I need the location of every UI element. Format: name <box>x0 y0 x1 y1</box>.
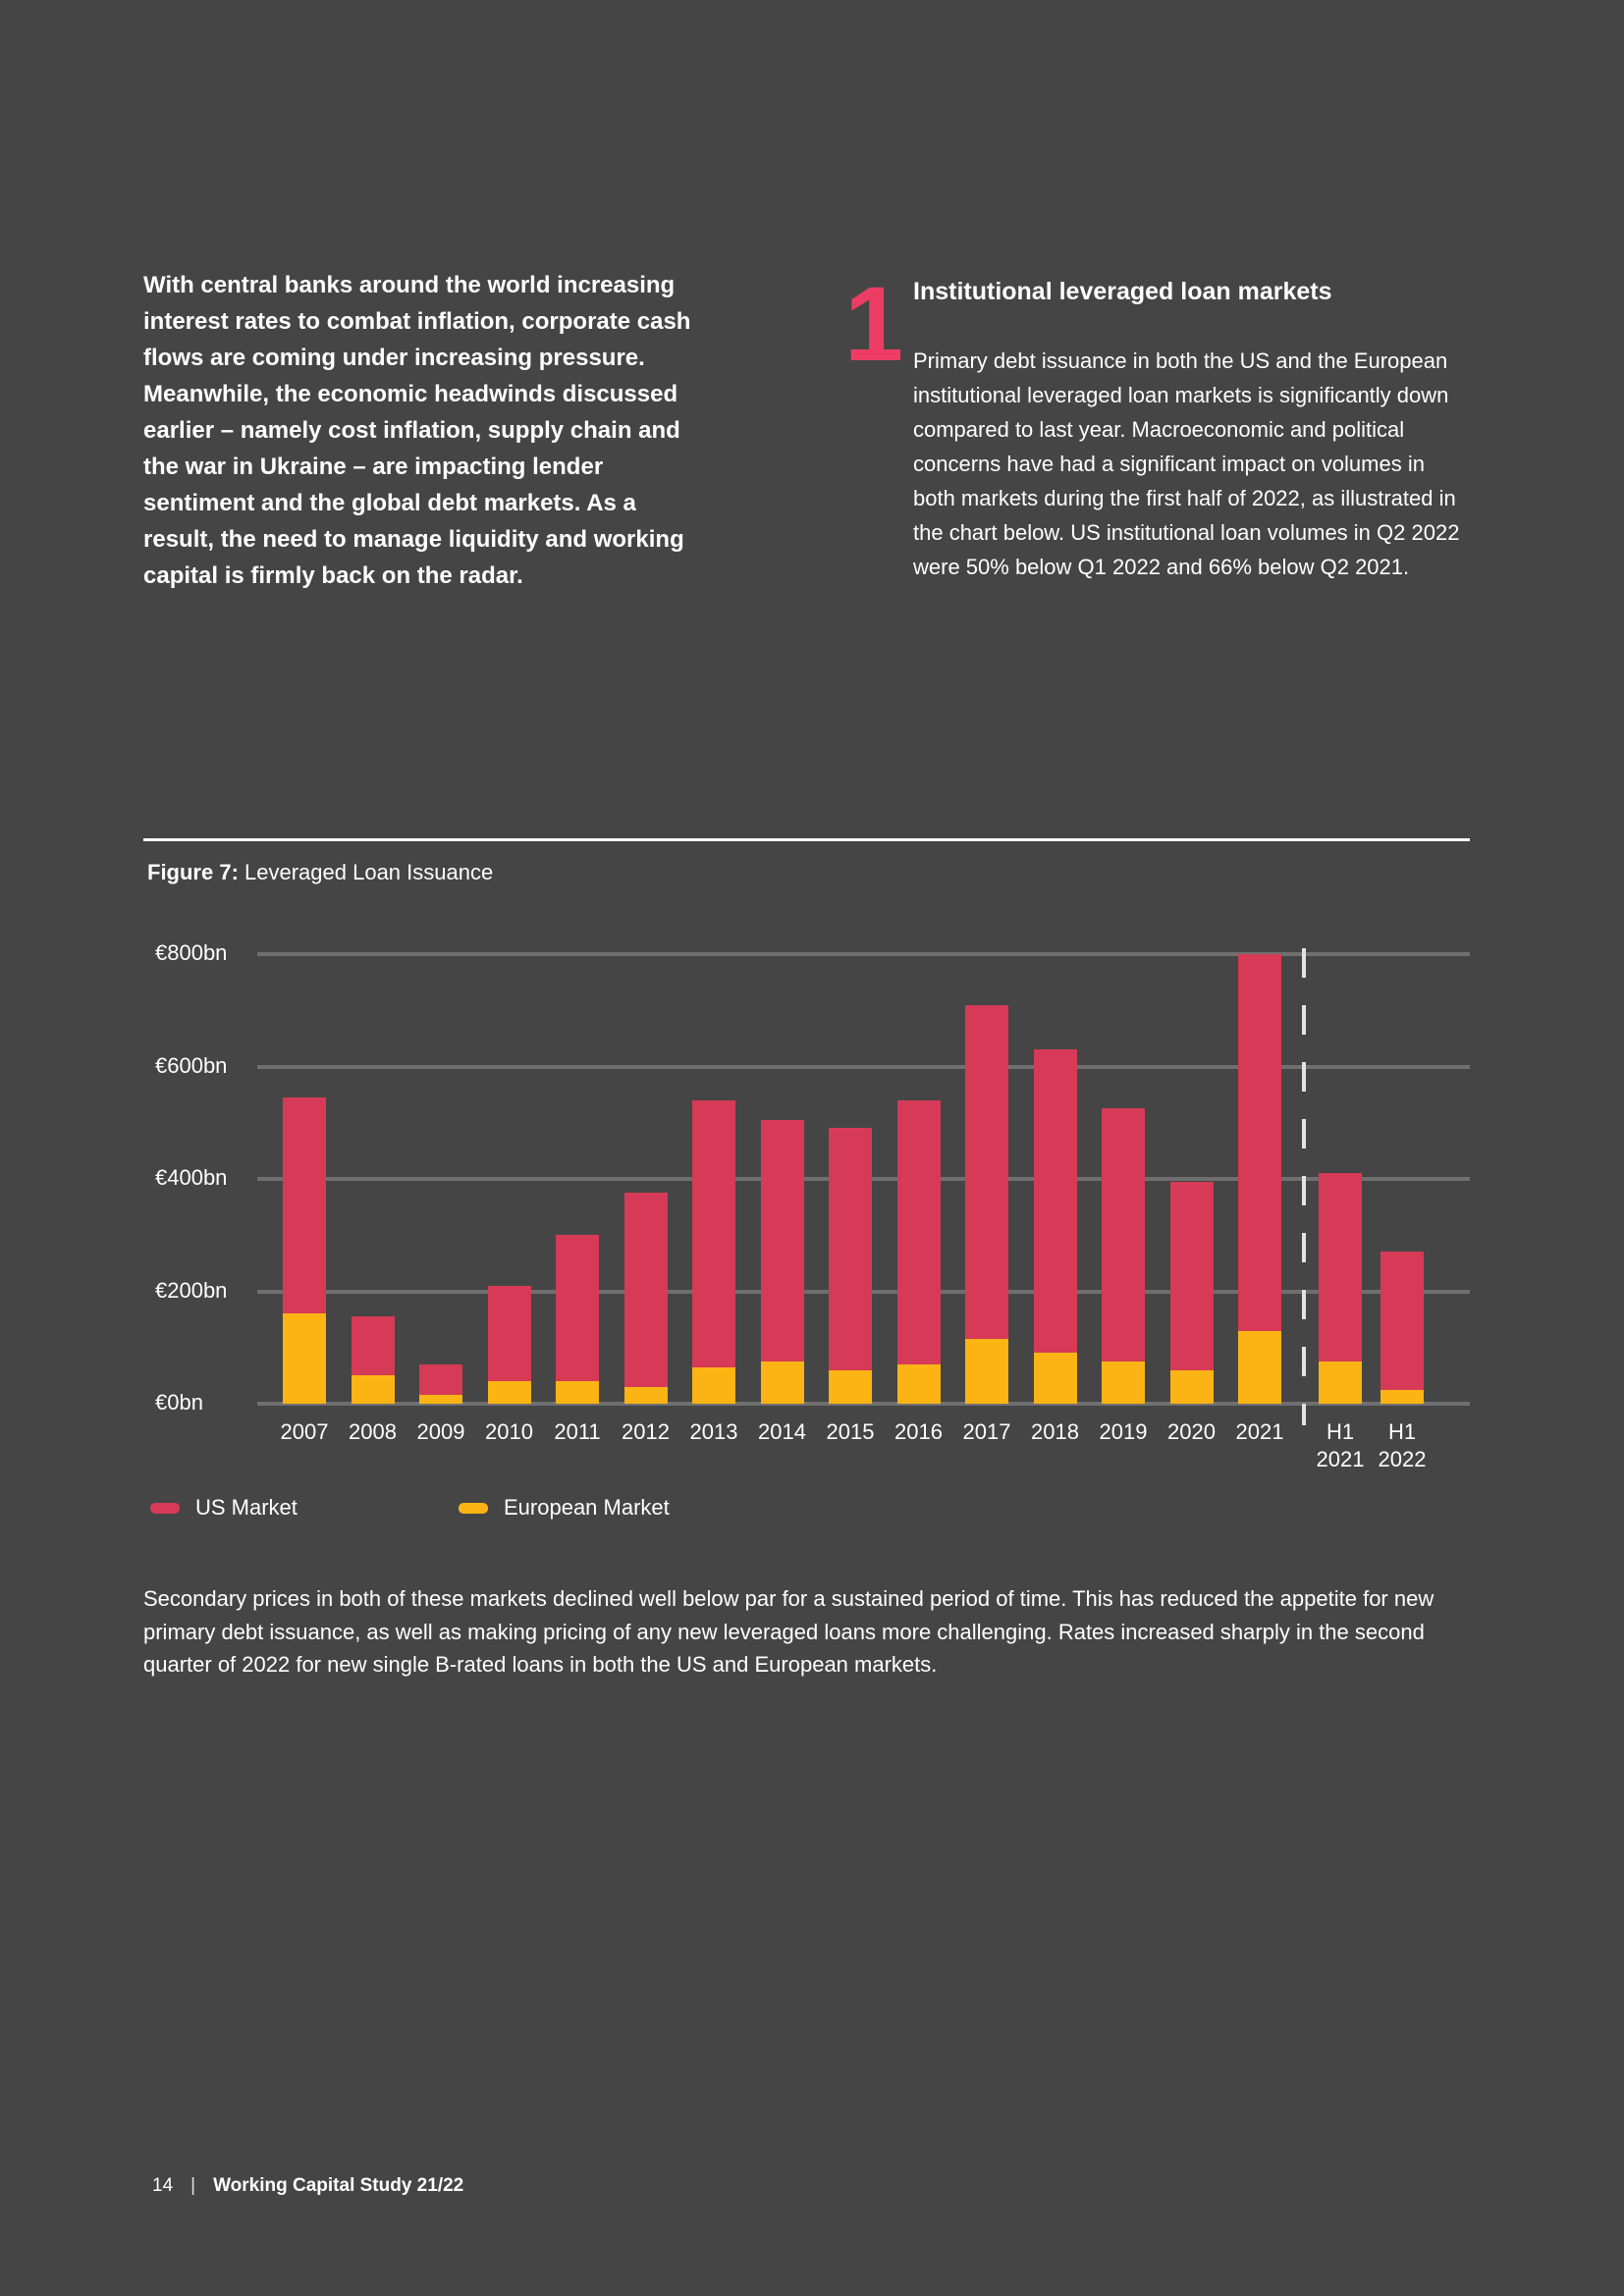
footer-separator: | <box>190 2175 196 2196</box>
bar-segment-us-2021 <box>1238 954 1281 1331</box>
x-axis-label-2007: 2007 <box>280 1419 329 1444</box>
bar-segment-european-H1 2022 <box>1380 1390 1424 1404</box>
legend-label-us-market: US Market <box>195 1495 298 1520</box>
bar-segment-us-2017 <box>965 1005 1008 1340</box>
section-heading: Institutional leveraged loan markets <box>913 278 1332 305</box>
european-market-swatch <box>459 1503 488 1514</box>
bar-segment-european-2009 <box>419 1395 462 1404</box>
gridline-600 <box>257 1065 1470 1069</box>
bar-segment-european-2008 <box>352 1375 395 1404</box>
x-axis-label-2013: 2013 <box>689 1419 738 1444</box>
y-axis-label-600: €600bn <box>155 1052 228 1078</box>
bar-segment-european-H1 2021 <box>1319 1362 1362 1404</box>
x-axis-label-2012: 2012 <box>622 1419 670 1444</box>
bar-segment-us-H1 2021 <box>1319 1173 1362 1362</box>
bar-2014 <box>761 1120 804 1404</box>
bar-H1 2022 <box>1380 1252 1424 1404</box>
h1-period-separator <box>1302 948 1306 1425</box>
x-axis-label-2016: 2016 <box>894 1419 943 1444</box>
bar-segment-european-2019 <box>1102 1362 1145 1404</box>
bar-segment-european-2017 <box>965 1339 1008 1404</box>
y-axis-label-200: €200bn <box>155 1277 228 1303</box>
bar-segment-european-2013 <box>692 1367 735 1404</box>
y-axis-label-0: €0bn <box>155 1390 203 1415</box>
bar-2008 <box>352 1316 395 1404</box>
bar-segment-european-2015 <box>829 1370 872 1404</box>
bar-2018 <box>1034 1049 1077 1404</box>
bar-2013 <box>692 1100 735 1404</box>
x-axis-label-2017: 2017 <box>962 1419 1011 1444</box>
bar-segment-us-2020 <box>1170 1182 1214 1370</box>
figure-title: Leveraged Loan Issuance <box>238 860 494 884</box>
legend-item-european-market <box>459 1495 670 1521</box>
bar-2007 <box>283 1097 326 1404</box>
bar-segment-us-2016 <box>897 1100 941 1364</box>
bar-segment-us-2010 <box>488 1286 531 1381</box>
figure-label: Figure 7: <box>147 860 239 884</box>
bar-segment-european-2011 <box>556 1381 599 1404</box>
x-axis-label-2010: 2010 <box>485 1419 533 1444</box>
bar-2011 <box>556 1235 599 1404</box>
bar-2017 <box>965 1005 1008 1404</box>
x-axis-label-2008: 2008 <box>349 1419 397 1444</box>
x-axis-label-2015: 2015 <box>826 1419 875 1444</box>
intro-paragraph: With central banks around the world increasing interest rates to combat inflation, corporate cash flows are coming under increasing pressure. Meanwhile, the economic headwinds discussed earlier – namely cost inflation, supply chain and the war in Ukraine – are impacting lender sentiment and the global debt markets. As a result, the need to manage liquidity and working capital is firmly back on the radar. <box>143 272 691 589</box>
bar-segment-european-2007 <box>283 1313 326 1404</box>
section-number: 1 <box>844 264 901 383</box>
bar-2021 <box>1238 954 1281 1404</box>
bar-segment-european-2020 <box>1170 1370 1214 1404</box>
bar-segment-european-2010 <box>488 1381 531 1404</box>
bar-2016 <box>897 1100 941 1404</box>
x-axis-label-H1 2021: H1 2021 <box>1316 1419 1365 1471</box>
bar-segment-us-2008 <box>352 1316 395 1375</box>
page-footer <box>152 2175 463 2197</box>
bar-segment-european-2018 <box>1034 1353 1077 1404</box>
footer-title: Working Capital Study 21/22 <box>213 2175 464 2196</box>
us-market-swatch <box>150 1503 180 1514</box>
bar-H1 2021 <box>1319 1173 1362 1404</box>
gridline-800 <box>257 952 1470 956</box>
y-axis-label-800: €800bn <box>155 940 228 965</box>
bar-segment-european-2021 <box>1238 1331 1281 1404</box>
x-axis-label-2020: 2020 <box>1167 1419 1216 1444</box>
bar-2010 <box>488 1286 531 1404</box>
figure-divider-rule <box>143 838 1470 841</box>
bar-segment-us-2015 <box>829 1128 872 1369</box>
x-axis-label-2018: 2018 <box>1031 1419 1079 1444</box>
bar-2019 <box>1102 1108 1145 1404</box>
y-axis-label-400: €400bn <box>155 1165 228 1190</box>
section-body-paragraph: Primary debt issuance in both the US and the European institutional leveraged loan markets is significantly down compared to last year. Macroeconomic and political concerns have had a significant impact on volumes in both markets during the first half of 2022, as illustrated in the chart below. US institutional loan volumes in Q2 2022 were 50% below Q1 2022 and 66% below Q2 2021. <box>913 348 1460 579</box>
bar-segment-us-2011 <box>556 1235 599 1381</box>
bar-2020 <box>1170 1182 1214 1404</box>
bar-segment-us-2019 <box>1102 1108 1145 1362</box>
bar-segment-european-2012 <box>624 1387 668 1404</box>
bar-segment-us-2013 <box>692 1100 735 1367</box>
legend-item-us-market <box>150 1495 298 1521</box>
bar-segment-us-2014 <box>761 1120 804 1362</box>
bar-2009 <box>419 1364 462 1404</box>
legend-label-european-market: European Market <box>504 1495 670 1520</box>
bar-segment-european-2014 <box>761 1362 804 1404</box>
bar-segment-european-2016 <box>897 1364 941 1404</box>
bar-segment-us-2007 <box>283 1097 326 1313</box>
bar-2012 <box>624 1193 668 1404</box>
chart-plot <box>257 954 1470 1471</box>
x-axis-label-2019: 2019 <box>1099 1419 1148 1444</box>
leveraged-loan-chart <box>143 940 1473 1543</box>
secondary-prices-paragraph: Secondary prices in both of these markets declined well below par for a sustained period of time. This has reduced the appetite for new primary debt issuance, as well as making pricing of any new leveraged loans more challenging. Rates increased sharply in the second quarter of 2022 for new single B-rated loans in both the US and European markets. <box>143 1586 1435 1677</box>
x-axis-label-H1 2022: H1 2022 <box>1378 1419 1427 1471</box>
page-number: 14 <box>152 2175 174 2196</box>
x-axis-label-2021: 2021 <box>1235 1419 1284 1444</box>
x-axis-label-2014: 2014 <box>758 1419 806 1444</box>
x-axis-label-2009: 2009 <box>416 1419 465 1444</box>
bar-segment-us-H1 2022 <box>1380 1252 1424 1389</box>
bar-segment-us-2012 <box>624 1193 668 1387</box>
bar-segment-us-2018 <box>1034 1049 1077 1353</box>
bar-2015 <box>829 1128 872 1404</box>
figure-caption <box>147 860 493 885</box>
x-axis-label-2011: 2011 <box>554 1419 601 1444</box>
bar-segment-us-2009 <box>419 1364 462 1395</box>
